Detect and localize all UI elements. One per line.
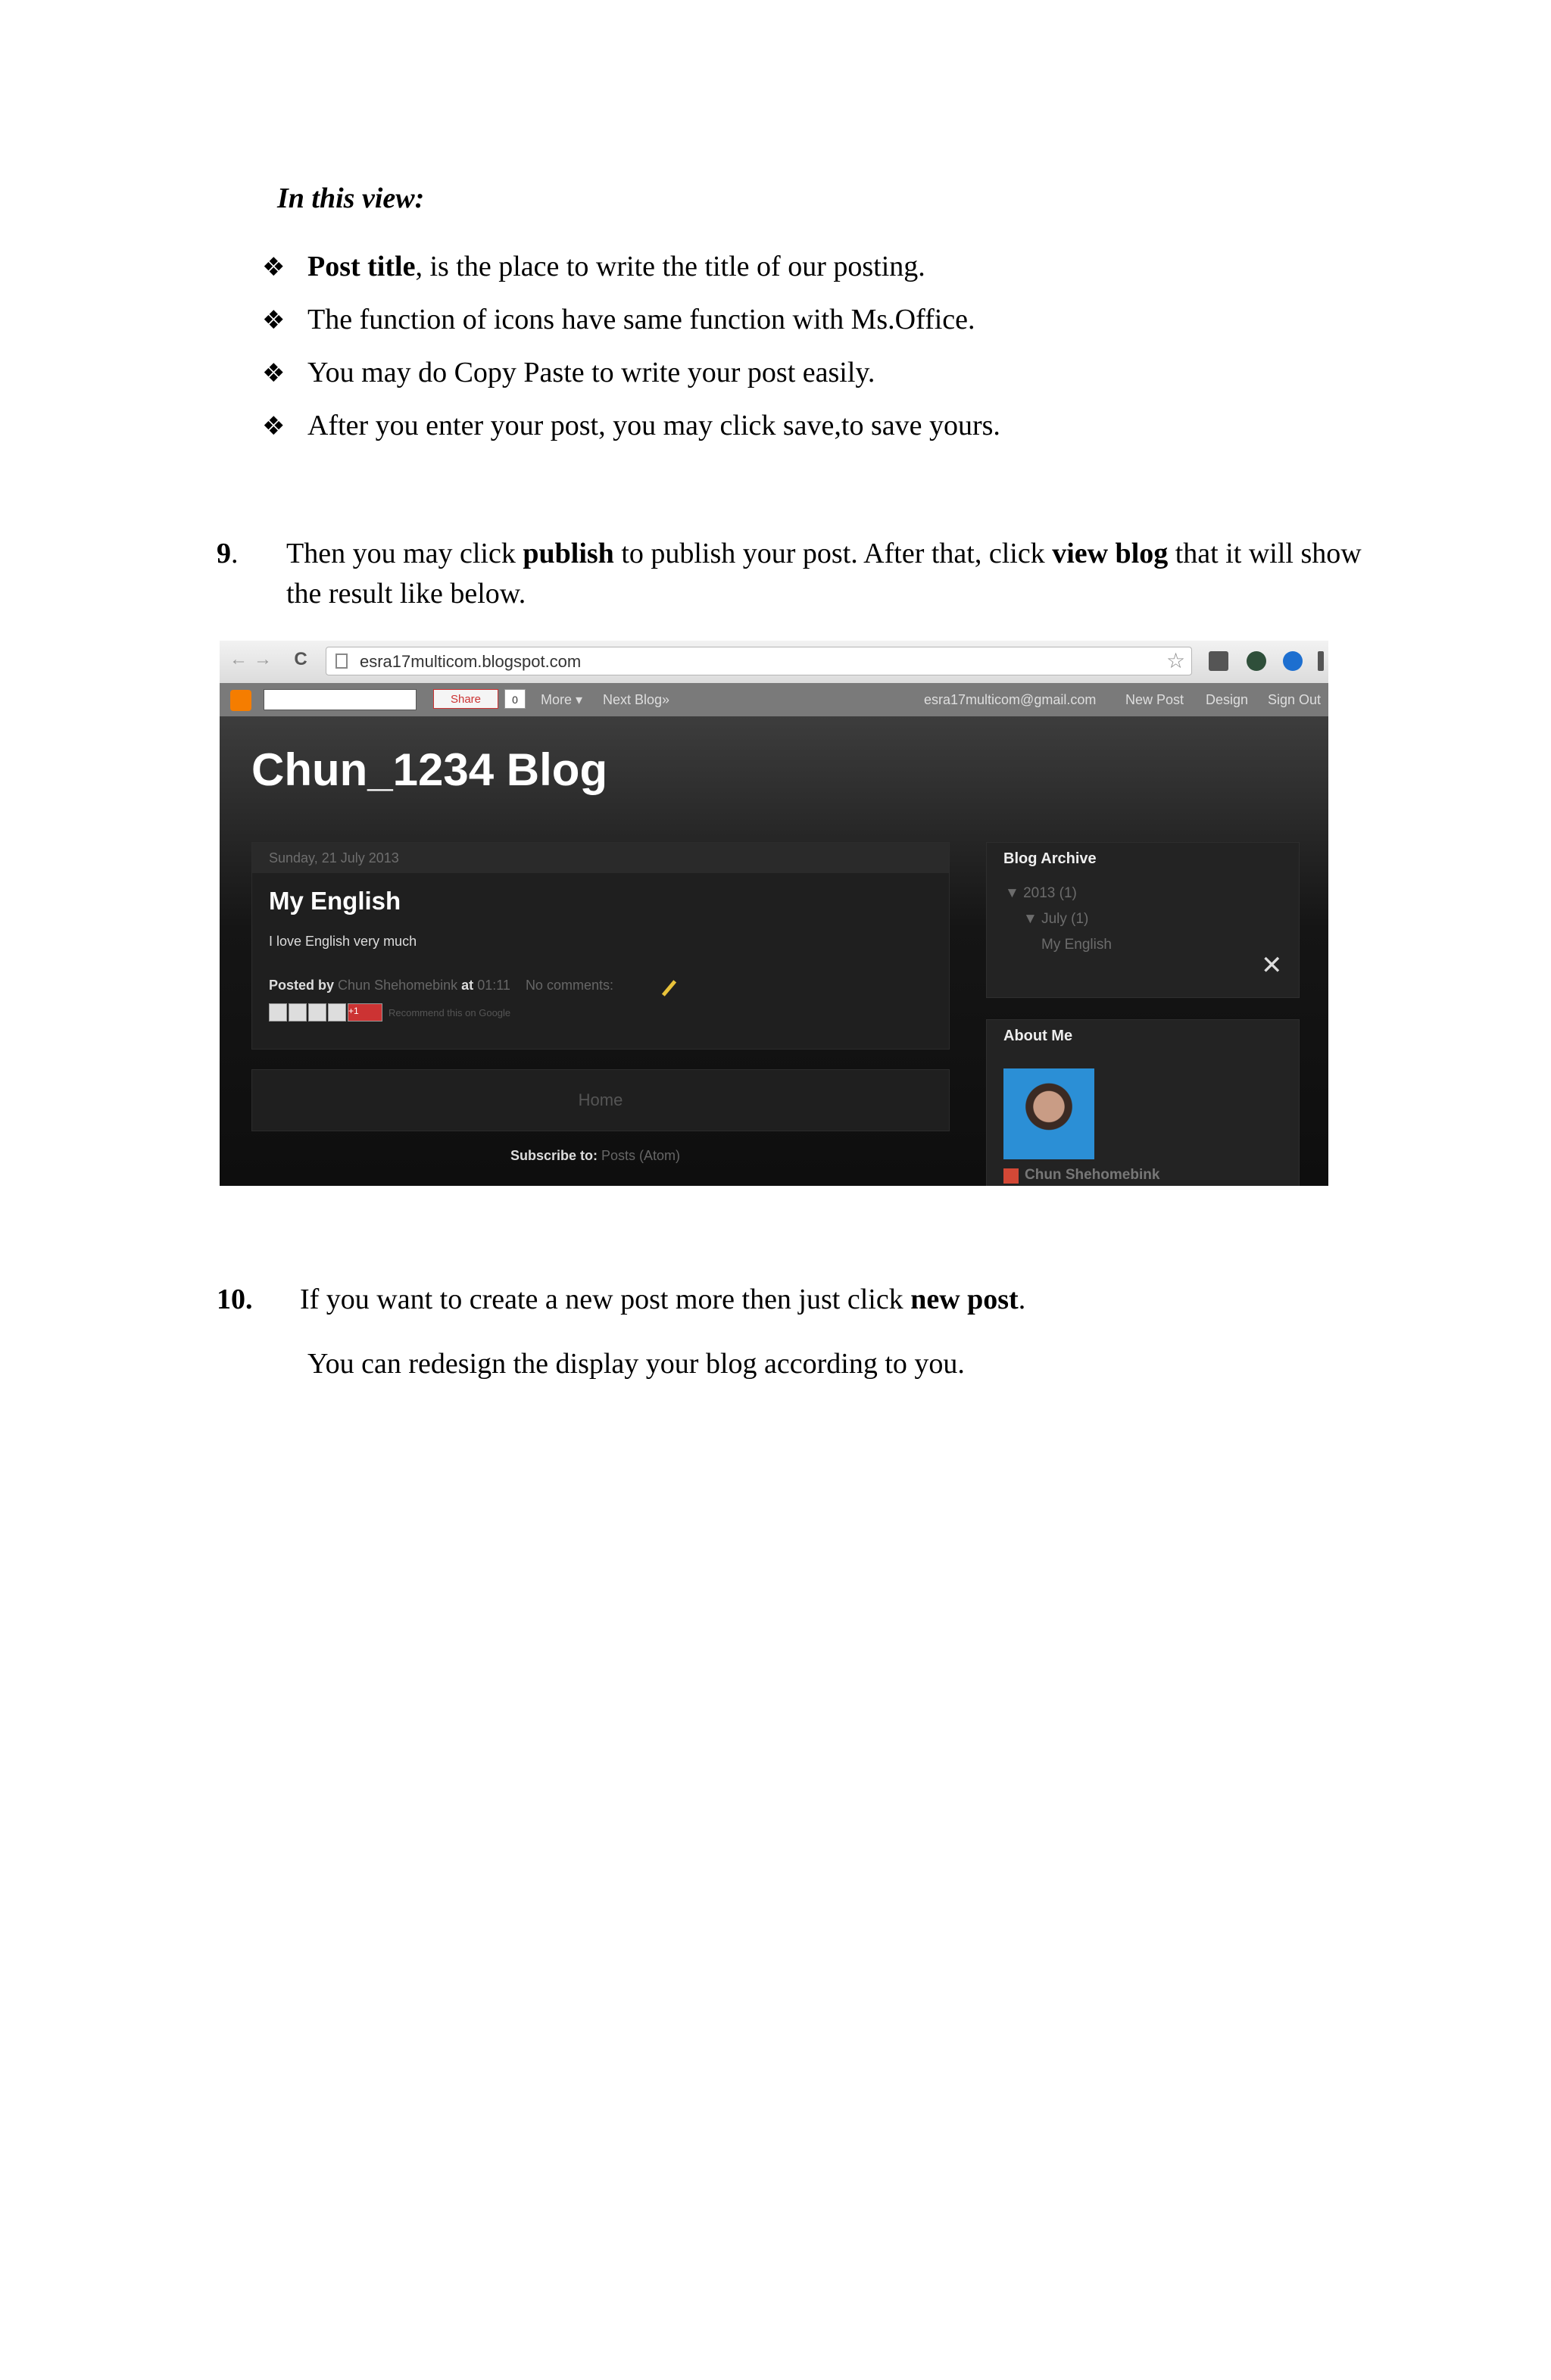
tools-icon[interactable]: ✕	[1261, 951, 1283, 980]
share-buttons	[269, 1003, 510, 1022]
menu-icon[interactable]	[1318, 651, 1324, 671]
publish-term: publish	[523, 538, 614, 569]
bullet-text: You may do Copy Paste to write your post easily.	[307, 357, 875, 388]
step-text-part: .	[1018, 1284, 1026, 1315]
bullet-bold: Post title	[307, 251, 416, 282]
blogger-navbar	[220, 683, 1328, 716]
plus-one-label: +1	[348, 1006, 359, 1016]
subscribe-label: Subscribe to:	[510, 1148, 598, 1163]
twitter-share-icon[interactable]	[308, 1003, 326, 1022]
diamond-bullet-icon: ❖	[262, 252, 286, 282]
avatar[interactable]	[1003, 1068, 1094, 1159]
diamond-bullet-icon: ❖	[262, 305, 286, 335]
blog-body	[220, 716, 1328, 1186]
bullet-item	[262, 244, 1000, 297]
archive-post[interactable]: My English	[1041, 937, 1112, 953]
back-icon[interactable]: ←	[229, 649, 248, 669]
post-time-link[interactable]: 01:11	[477, 978, 510, 993]
posted-by-label: Posted by	[269, 978, 335, 993]
author-link[interactable]: Chun Shehomebink	[338, 978, 458, 993]
widget-title: Blog Archive	[1003, 850, 1097, 867]
design-link[interactable]: Design	[1206, 692, 1249, 707]
blog-title[interactable]: Chun_1234 Blog	[251, 744, 608, 795]
share-label: Share	[450, 693, 482, 706]
post-footer	[269, 978, 613, 993]
step-text	[300, 1280, 1025, 1320]
facebook-share-icon[interactable]	[328, 1003, 346, 1022]
recommend-text: Recommend this on Google	[389, 1006, 511, 1018]
blog-archive-widget	[986, 842, 1300, 998]
account-email: esra17multicom@gmail.com	[924, 692, 1097, 707]
bookmark-star-icon[interactable]: ☆	[1166, 649, 1186, 672]
step-number: 10.	[217, 1284, 253, 1315]
reload-icon[interactable]: C	[294, 649, 307, 669]
bullet-text: After you enter your post, you may click save,to save yours.	[307, 410, 1000, 441]
browser-toolbar	[220, 641, 1328, 684]
step-text-part: that it will show the result like below.	[286, 538, 1362, 610]
step-text-part: to publish your post. After that, click	[613, 538, 1053, 569]
closing-note: You can redesign the display your blog according to you.	[307, 1348, 965, 1380]
sign-out-link[interactable]: Sign Out	[1268, 692, 1322, 707]
view-blog-term: view blog	[1052, 538, 1169, 569]
profile-name[interactable]: Chun Shehomebink	[1025, 1167, 1160, 1183]
bullet-item	[262, 403, 1000, 456]
bullet-item	[262, 350, 1000, 403]
posts-atom-link[interactable]: Posts (Atom)	[601, 1148, 681, 1163]
more-link[interactable]: More ▾	[541, 692, 583, 707]
step-number-value: 9	[217, 538, 231, 569]
blogger-logo-icon[interactable]	[230, 690, 251, 711]
home-link[interactable]: Home	[251, 1069, 950, 1131]
comments-link[interactable]: No comments:	[525, 978, 613, 993]
post-date: Sunday, 21 July 2013	[252, 843, 949, 873]
widget-title: About Me	[1003, 1028, 1073, 1044]
step-text	[286, 534, 1377, 614]
new-post-link[interactable]: New Post	[1125, 692, 1184, 707]
page-icon	[335, 653, 348, 669]
about-me-widget	[986, 1019, 1300, 1186]
subscribe-line	[510, 1148, 680, 1164]
url-text: esra17multicom.blogspot.com	[360, 652, 582, 671]
next-blog-link[interactable]: Next Blog»	[603, 692, 670, 707]
address-bar[interactable]	[326, 647, 1192, 675]
email-share-icon[interactable]	[269, 1003, 287, 1022]
forward-icon[interactable]: →	[254, 649, 272, 669]
at-label: at	[461, 978, 474, 993]
new-post-term: new post	[910, 1284, 1019, 1315]
archive-year[interactable]: ▼ 2013 (1)	[1005, 885, 1077, 901]
archive-month[interactable]: ▼ July (1)	[1023, 911, 1089, 927]
step-number	[217, 534, 239, 574]
step-number-dot: .	[231, 538, 239, 569]
blog-screenshot	[220, 641, 1328, 1186]
google-plus-icon	[1003, 1168, 1019, 1184]
step-text-part: Then you may click	[286, 538, 523, 569]
blog-post	[251, 842, 950, 1050]
diamond-bullet-icon: ❖	[262, 358, 286, 388]
bullet-text: The function of icons have same function with Ms.Office.	[307, 304, 975, 335]
share-count: 0	[504, 689, 526, 709]
blog-this-icon[interactable]	[289, 1003, 307, 1022]
plus-one-button[interactable]	[348, 1003, 382, 1022]
post-body: I love English very much	[269, 934, 417, 949]
share-button[interactable]	[433, 689, 498, 709]
extension-icon[interactable]	[1283, 651, 1303, 671]
bullet-item	[262, 297, 1000, 350]
extension-icon[interactable]	[1247, 651, 1266, 671]
step-text-part: If you want to create a new post more then just click	[300, 1284, 911, 1315]
bullet-text: , is the place to write the title of our posting.	[415, 251, 925, 282]
search-input[interactable]	[264, 689, 417, 710]
post-title[interactable]: My English	[269, 887, 401, 915]
edit-pencil-icon[interactable]	[662, 980, 676, 997]
section-heading: In this view:	[277, 182, 425, 214]
extension-icon[interactable]	[1209, 651, 1228, 671]
diamond-bullet-icon: ❖	[262, 411, 286, 441]
bullet-list	[262, 244, 1000, 456]
